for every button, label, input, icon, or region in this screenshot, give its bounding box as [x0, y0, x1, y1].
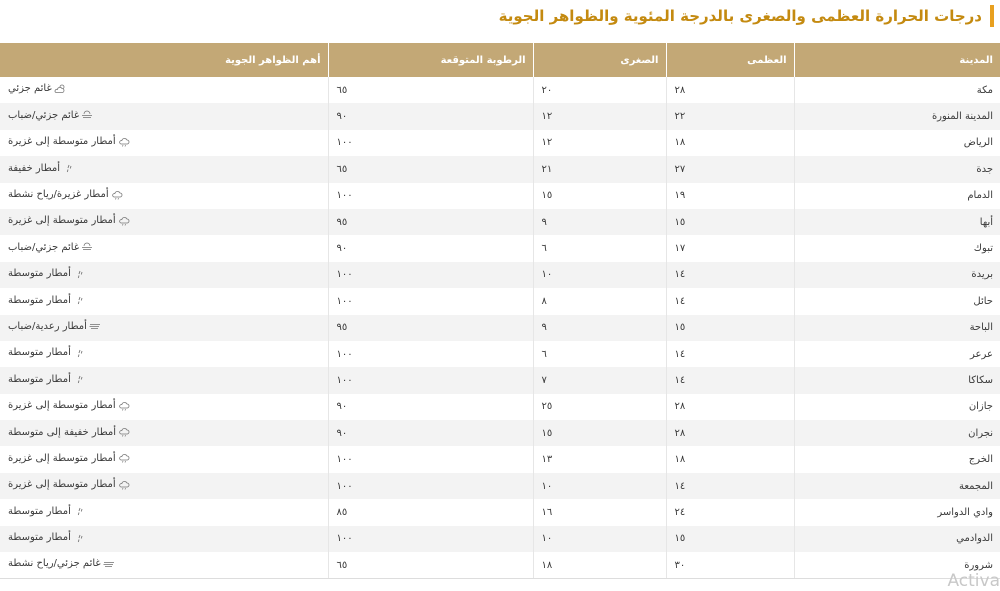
- rain-icon: [73, 295, 85, 305]
- table-row: [0, 367, 1000, 393]
- table-row: [0, 394, 1000, 420]
- cloud-icon: [118, 480, 130, 490]
- cell-humidity: ٩٠: [328, 394, 533, 420]
- cell-max-temp: ٣٠: [666, 552, 794, 579]
- cell-phenomena: [0, 446, 328, 472]
- cell-min-temp: ٩: [533, 209, 666, 235]
- cell-phenomena: [0, 367, 328, 393]
- phenomena-wrap: [8, 242, 93, 253]
- cell-humidity: ١٠٠: [328, 130, 533, 156]
- cell-humidity: ٩٠: [328, 420, 533, 446]
- cell-city: شرورة: [794, 552, 1000, 579]
- cell-min-temp: ١٨: [533, 552, 666, 579]
- rain-icon: [73, 269, 85, 279]
- table-row: [0, 499, 1000, 525]
- cell-min-temp: ١٠: [533, 473, 666, 499]
- cell-city: سكاكا: [794, 367, 1000, 393]
- phenomena-text: أمطار متوسطة إلى غزيرة: [8, 136, 116, 148]
- phenomena-wrap: [8, 506, 85, 517]
- header-humidity: الرطوبة المتوقعة: [328, 43, 533, 77]
- table-row: [0, 156, 1000, 182]
- cell-max-temp: ١٤: [666, 288, 794, 314]
- wind-icon: [89, 321, 101, 331]
- cell-humidity: ١٠٠: [328, 183, 533, 209]
- cell-max-temp: ١٥: [666, 526, 794, 552]
- title-bar: [499, 5, 994, 27]
- cell-city: جدة: [794, 156, 1000, 182]
- cell-phenomena: [0, 235, 328, 261]
- cell-phenomena: [0, 499, 328, 525]
- table-row: [0, 262, 1000, 288]
- cell-max-temp: ٢٨: [666, 77, 794, 103]
- phenomena-wrap: [8, 215, 130, 226]
- cell-humidity: ١٠٠: [328, 262, 533, 288]
- phenomena-wrap: [8, 558, 115, 569]
- rain-icon: [73, 533, 85, 543]
- cell-humidity: ١٠٠: [328, 367, 533, 393]
- cell-humidity: ٩٥: [328, 209, 533, 235]
- cell-city: تبوك: [794, 235, 1000, 261]
- cloud-icon: [118, 401, 130, 411]
- cell-max-temp: ١٨: [666, 446, 794, 472]
- weather-table: [0, 43, 1000, 579]
- cell-city: نجران: [794, 420, 1000, 446]
- cell-phenomena: [0, 209, 328, 235]
- cell-phenomena: [0, 526, 328, 552]
- phenomena-wrap: [8, 83, 66, 94]
- cell-phenomena: [0, 552, 328, 579]
- table-row: [0, 446, 1000, 472]
- cell-humidity: ٦٥: [328, 156, 533, 182]
- activation-watermark: Activa: [947, 571, 1000, 591]
- phenomena-wrap: [8, 532, 85, 543]
- table-row: [0, 315, 1000, 341]
- phenomena-text: غائم جزئي/ضباب: [8, 109, 80, 121]
- phenomena-text: أمطار متوسطة إلى غزيرة: [8, 215, 116, 227]
- table-row: [0, 526, 1000, 552]
- phenomena-text: غائم جزئي/رياح نشطة: [8, 558, 101, 570]
- cell-phenomena: [0, 341, 328, 367]
- cell-phenomena: [0, 394, 328, 420]
- table-row: [0, 420, 1000, 446]
- cell-min-temp: ١٣: [533, 446, 666, 472]
- phenomena-text: غائم جزئي: [8, 83, 52, 95]
- rain-icon: [73, 506, 85, 516]
- fog-icon: [81, 242, 93, 252]
- rain-icon: [73, 348, 85, 358]
- rain-icon: [73, 374, 85, 384]
- table-row: [0, 209, 1000, 235]
- cell-humidity: ٦٥: [328, 77, 533, 103]
- phenomena-text: غائم جزئي/ضباب: [8, 241, 80, 253]
- cell-city: الرياض: [794, 130, 1000, 156]
- phenomena-wrap: [8, 427, 130, 438]
- table-header-row: [0, 43, 1000, 77]
- cell-max-temp: ٢٨: [666, 394, 794, 420]
- cell-max-temp: ١٥: [666, 209, 794, 235]
- phenomena-wrap: [8, 110, 93, 121]
- cell-min-temp: ١٠: [533, 526, 666, 552]
- table-row: [0, 473, 1000, 499]
- cloud-icon: [118, 216, 130, 226]
- table-row: [0, 288, 1000, 314]
- partly-cloudy-icon: [54, 84, 66, 94]
- cell-humidity: ٦٥: [328, 552, 533, 579]
- cell-min-temp: ٧: [533, 367, 666, 393]
- cell-min-temp: ٦: [533, 341, 666, 367]
- cell-max-temp: ١٨: [666, 130, 794, 156]
- cell-humidity: ١٠٠: [328, 473, 533, 499]
- phenomena-text: أمطار متوسطة: [8, 347, 71, 359]
- cell-phenomena: [0, 183, 328, 209]
- cell-city: الدوادمي: [794, 526, 1000, 552]
- phenomena-text: أمطار خفيفة إلى متوسطة: [8, 426, 117, 438]
- phenomena-wrap: [8, 453, 130, 464]
- cell-min-temp: ١٥: [533, 420, 666, 446]
- cell-phenomena: [0, 473, 328, 499]
- cell-city: حائل: [794, 288, 1000, 314]
- cell-min-temp: ٢٥: [533, 394, 666, 420]
- phenomena-text: أمطار متوسطة إلى غزيرة: [8, 479, 116, 491]
- wind-icon: [103, 559, 115, 569]
- cell-phenomena: [0, 262, 328, 288]
- cell-max-temp: ١٤: [666, 367, 794, 393]
- cell-max-temp: ١٧: [666, 235, 794, 261]
- cell-max-temp: ٢٢: [666, 103, 794, 129]
- cell-city: مكة: [794, 77, 1000, 103]
- cell-humidity: ١٠٠: [328, 526, 533, 552]
- table-row: [0, 77, 1000, 103]
- phenomena-wrap: [8, 321, 101, 332]
- fog-icon: [81, 110, 93, 120]
- cell-min-temp: ١٠: [533, 262, 666, 288]
- cell-humidity: ٩٥: [328, 315, 533, 341]
- cell-max-temp: ١٤: [666, 262, 794, 288]
- cell-phenomena: [0, 77, 328, 103]
- phenomena-text: أمطار رعدية/ضباب: [8, 320, 87, 332]
- cell-min-temp: ١٦: [533, 499, 666, 525]
- cell-phenomena: [0, 156, 328, 182]
- cell-max-temp: ١٤: [666, 341, 794, 367]
- cloud-icon: [118, 427, 130, 437]
- phenomena-text: أمطار متوسطة: [8, 373, 71, 385]
- cloud-icon: [118, 137, 130, 147]
- cell-city: الخرج: [794, 446, 1000, 472]
- cell-city: الدمام: [794, 183, 1000, 209]
- phenomena-wrap: [8, 295, 85, 306]
- phenomena-text: أمطار خفيفة: [8, 162, 61, 174]
- cell-max-temp: ١٩: [666, 183, 794, 209]
- phenomena-text: أمطار متوسطة: [8, 268, 71, 280]
- phenomena-text: أمطار متوسطة إلى غزيرة: [8, 400, 116, 412]
- cell-min-temp: ٨: [533, 288, 666, 314]
- cell-min-temp: ١٥: [533, 183, 666, 209]
- cell-city: الباحة: [794, 315, 1000, 341]
- cell-phenomena: [0, 130, 328, 156]
- phenomena-wrap: [8, 189, 123, 200]
- header-max: العظمى: [666, 43, 794, 77]
- cell-humidity: ٩٠: [328, 235, 533, 261]
- cell-phenomena: [0, 103, 328, 129]
- cell-min-temp: ٢٠: [533, 77, 666, 103]
- cloud-icon: [111, 190, 123, 200]
- phenomena-wrap: [8, 136, 130, 147]
- cloud-icon: [118, 453, 130, 463]
- phenomena-text: أمطار متوسطة: [8, 294, 71, 306]
- cell-min-temp: ٩: [533, 315, 666, 341]
- header-phenomena: أهم الظواهر الجوية: [0, 43, 328, 77]
- cell-min-temp: ٢١: [533, 156, 666, 182]
- cell-phenomena: [0, 315, 328, 341]
- table-row: [0, 552, 1000, 579]
- phenomena-wrap: [8, 268, 85, 279]
- cell-max-temp: ١٥: [666, 315, 794, 341]
- cell-min-temp: ٦: [533, 235, 666, 261]
- cell-city: أبها: [794, 209, 1000, 235]
- header-city: المدينة: [794, 43, 1000, 77]
- table-row: [0, 235, 1000, 261]
- cell-min-temp: ١٢: [533, 130, 666, 156]
- cell-max-temp: ٢٤: [666, 499, 794, 525]
- phenomena-text: أمطار غزيرة/رياح نشطة: [8, 189, 109, 200]
- table-row: [0, 341, 1000, 367]
- cell-phenomena: [0, 420, 328, 446]
- rain-icon: [62, 163, 74, 173]
- phenomena-text: أمطار متوسطة: [8, 505, 71, 517]
- cell-humidity: ٨٥: [328, 499, 533, 525]
- cell-max-temp: ٢٨: [666, 420, 794, 446]
- cell-city: المجمعة: [794, 473, 1000, 499]
- table-row: [0, 130, 1000, 156]
- cell-city: وادي الدواسر: [794, 499, 1000, 525]
- cell-city: جازان: [794, 394, 1000, 420]
- cell-max-temp: ١٤: [666, 473, 794, 499]
- cell-max-temp: ٢٧: [666, 156, 794, 182]
- cell-city: عرعر: [794, 341, 1000, 367]
- phenomena-wrap: [8, 374, 85, 385]
- cell-min-temp: ١٢: [533, 103, 666, 129]
- phenomena-text: أمطار متوسطة إلى غزيرة: [8, 452, 116, 464]
- cell-humidity: ١٠٠: [328, 341, 533, 367]
- phenomena-wrap: [8, 347, 85, 358]
- cell-phenomena: [0, 288, 328, 314]
- cell-humidity: ١٠٠: [328, 288, 533, 314]
- header-min: الصغرى: [533, 43, 666, 77]
- cell-city: المدينة المنورة: [794, 103, 1000, 129]
- page-title: درجات الحرارة العظمى والصغرى بالدرجة المئوية والظواهر الجوية: [498, 7, 982, 25]
- cell-city: بريدة: [794, 262, 1000, 288]
- phenomena-wrap: [8, 400, 130, 411]
- table-row: [0, 183, 1000, 209]
- cell-humidity: ١٠٠: [328, 446, 533, 472]
- phenomena-wrap: [8, 479, 130, 490]
- phenomena-wrap: [8, 163, 74, 174]
- table-row: [0, 103, 1000, 129]
- cell-humidity: ٩٠: [328, 103, 533, 129]
- phenomena-text: أمطار متوسطة: [8, 532, 71, 544]
